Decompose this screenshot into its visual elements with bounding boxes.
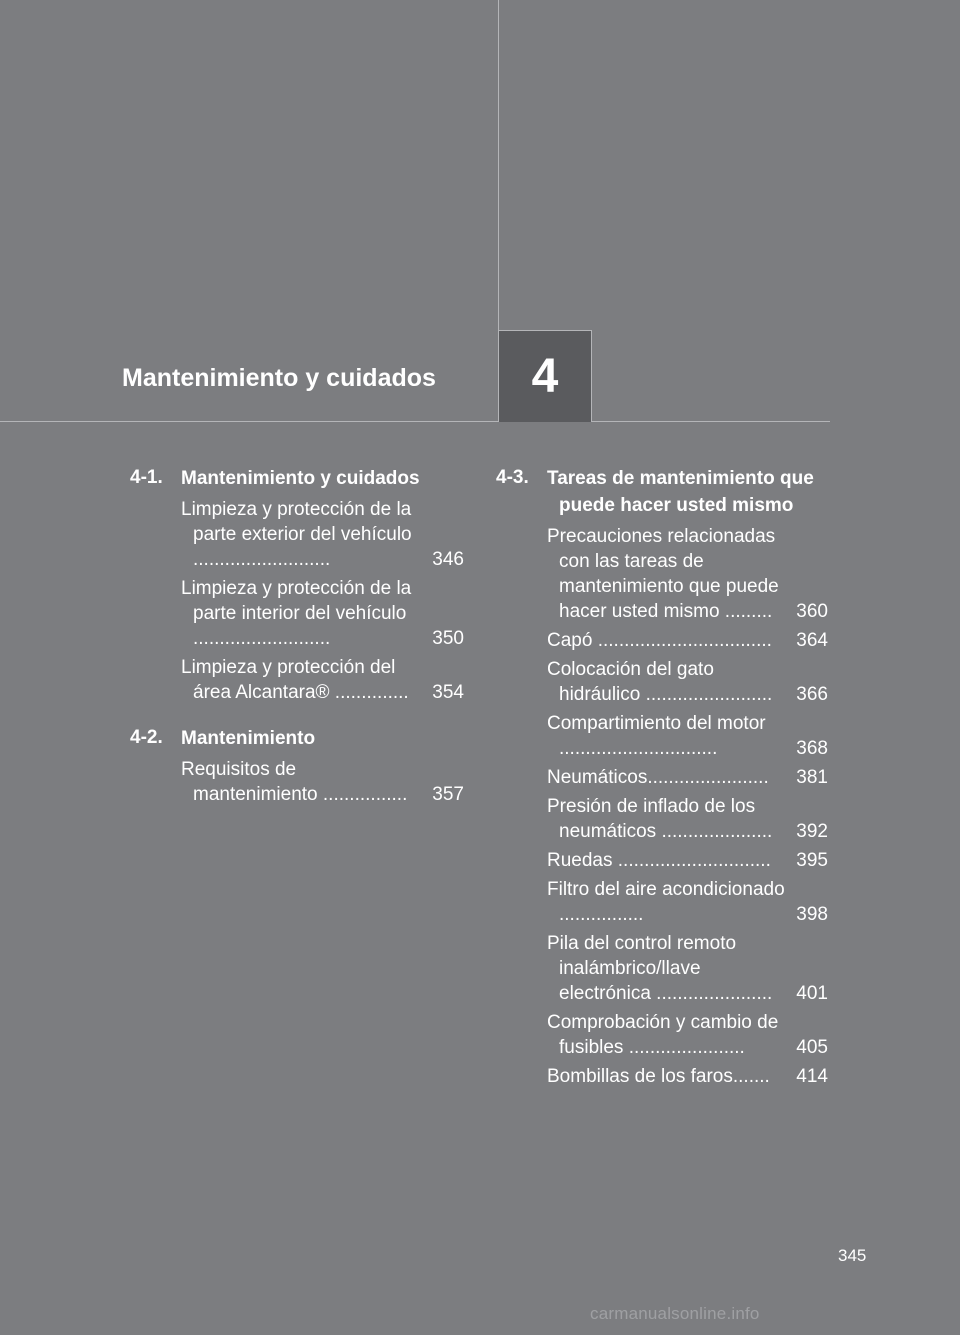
entry-page: 350	[432, 628, 464, 649]
toc-left-column	[130, 465, 464, 827]
toc-right-column	[496, 465, 828, 1109]
page-number: 345	[838, 1246, 867, 1265]
toc-section-4-1	[130, 465, 464, 705]
toc-entry[interactable]	[181, 757, 464, 807]
horizontal-rule	[0, 421, 830, 422]
section-number: 4-3.	[496, 467, 529, 488]
entry-page: 354	[432, 682, 464, 703]
section-number: 4-1.	[130, 467, 163, 488]
toc-section-4-3	[496, 465, 828, 1089]
section-heading[interactable]	[496, 465, 828, 519]
entry-text: Presión de inflado de los neumáticos .....................	[547, 796, 773, 842]
entry-text: Limpieza y protección del área Alcantara® ..............	[181, 657, 409, 703]
entry-page: 368	[796, 738, 828, 759]
toc-entry[interactable]	[547, 711, 828, 761]
entry-text: Comprobación y cambio de fusibles ......................	[547, 1012, 779, 1058]
entry-page: 392	[796, 821, 828, 842]
entry-page: 360	[796, 601, 828, 622]
toc-entry[interactable]	[547, 1010, 828, 1060]
toc-entry[interactable]	[181, 655, 464, 705]
section-heading[interactable]	[130, 465, 464, 492]
entry-page: 398	[796, 904, 828, 925]
entry-page: 381	[796, 767, 828, 788]
entry-page: 346	[432, 549, 464, 570]
entry-page: 395	[796, 850, 828, 871]
entry-page: 364	[796, 630, 828, 651]
section-number: 4-2.	[130, 727, 163, 748]
chapter-title: Mantenimiento y cuidados	[122, 364, 436, 392]
toc-entry[interactable]	[547, 765, 828, 790]
entry-text: Pila del control remoto inalámbrico/llave electrónica ......................	[547, 933, 773, 1004]
toc-entry[interactable]	[547, 628, 828, 653]
entry-page: 366	[796, 684, 828, 705]
entry-text: Ruedas .............................	[547, 850, 771, 871]
entry-text: Neumáticos.......................	[547, 767, 769, 788]
entry-text: Colocación del gato hidráulico ........................	[547, 659, 773, 705]
vertical-rule	[498, 0, 499, 330]
toc-entry[interactable]	[547, 1064, 828, 1089]
section-heading[interactable]	[130, 725, 464, 752]
entry-text: Bombillas de los faros.......	[547, 1066, 770, 1087]
toc-entry[interactable]	[181, 497, 464, 572]
toc-entry[interactable]	[181, 576, 464, 651]
entry-text: Requisitos de mantenimiento ................	[181, 759, 408, 805]
entry-text: Precauciones relacionadas con las tareas de mantenimiento que puede hacer usted mismo .........	[547, 526, 779, 622]
section-title: Mantenimiento	[181, 728, 316, 749]
entry-page: 414	[796, 1066, 828, 1087]
section-title: Tareas de mantenimiento que puede hacer usted mismo	[547, 468, 814, 516]
entry-text: Compartimiento del motor ..............................	[547, 713, 766, 759]
entry-page: 401	[796, 983, 828, 1004]
toc-section-4-2	[130, 725, 464, 807]
chapter-number: 4	[531, 349, 559, 403]
entry-text: Filtro del aire acondicionado ................	[547, 879, 785, 925]
section-title: Mantenimiento y cuidados	[181, 468, 420, 489]
toc-entry[interactable]	[547, 931, 828, 1006]
chapter-number-box	[498, 330, 592, 422]
toc-entry[interactable]	[547, 524, 828, 624]
entry-text: Capó .................................	[547, 630, 772, 651]
entry-text: Limpieza y protección de la parte exterior del vehículo ..........................	[181, 499, 412, 570]
toc-entry[interactable]	[547, 848, 828, 873]
toc-entry[interactable]	[547, 877, 828, 927]
toc-entry[interactable]	[547, 794, 828, 844]
toc-entry[interactable]	[547, 657, 828, 707]
watermark: carmanualsonline.info	[590, 1304, 760, 1323]
entry-page: 357	[432, 784, 464, 805]
entry-text: Limpieza y protección de la parte interior del vehículo ..........................	[181, 578, 412, 649]
entry-page: 405	[796, 1037, 828, 1058]
